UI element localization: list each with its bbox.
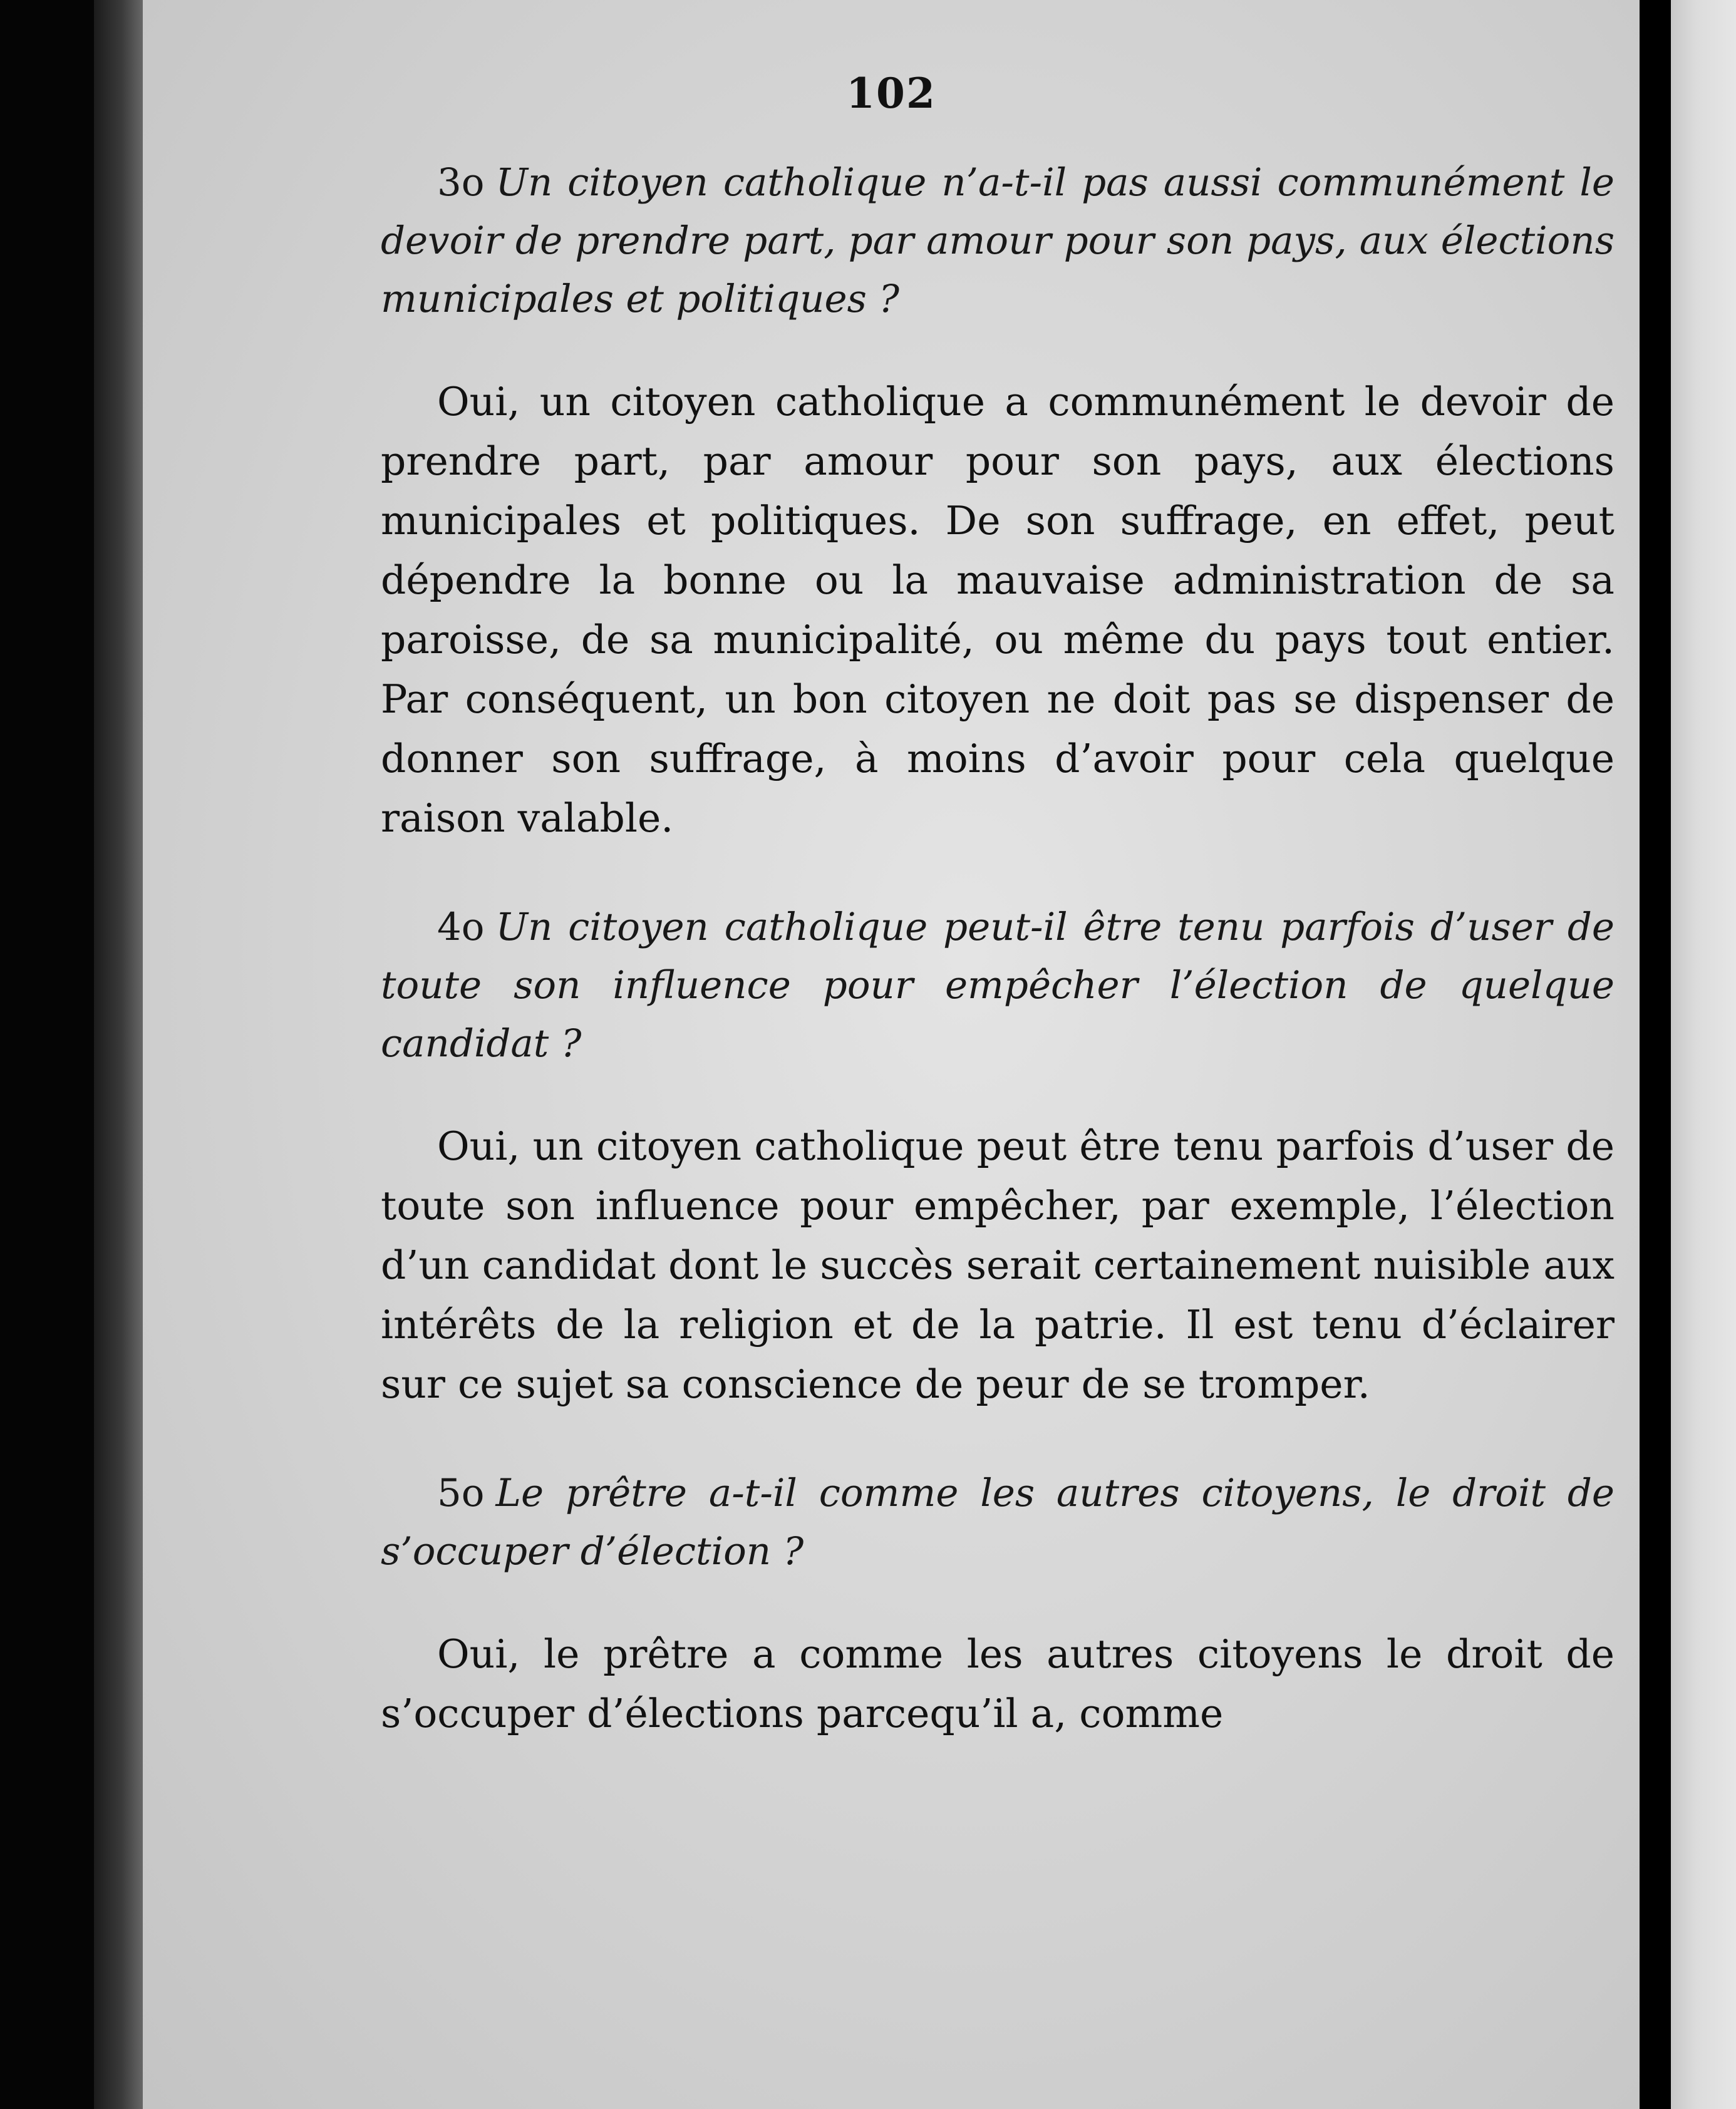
question-number: 3o bbox=[437, 160, 485, 205]
next-page-edge bbox=[1671, 0, 1736, 2109]
question-number: 4o bbox=[437, 905, 485, 949]
question-text: Un citoyen catholique n’a-t-il pas aussi communément le devoir de prendre part, par amour pour son pays, aux élections municipales et politiques ? bbox=[381, 160, 1615, 321]
answer-4: Oui, un citoyen catholique peut être tenu parfois d’user de toute son influence pour empêcher, par exemple, l’élection d’un candidat dont le succès serait certainement nuisible aux intérêts de la religion et de la patrie. Il est tenu d’éclairer sur ce sujet sa conscience de peur de se tromper. bbox=[381, 1123, 1615, 1407]
page-number: 102 bbox=[846, 69, 936, 118]
question-text: Le prêtre a-t-il comme les autres citoyens, le droit de s’occuper d’élection ? bbox=[381, 1471, 1615, 1574]
answer-3: Oui, un citoyen catholique a communément le devoir de prendre part, par amour pour son pays, aux élections municipales et politiques. De son suffrage, en effet, peut dépendre la bonne ou la mauvaise administration de sa paroisse, de sa municipalité, ou même du pays tout entier. Par conséquent, un bon citoyen ne doit pas se dispenser de donner son suffrage, à moins d’avoir pour cela quelque raison valable. bbox=[381, 379, 1615, 841]
left-scan-border bbox=[0, 0, 94, 2109]
book-page bbox=[143, 0, 1640, 2109]
question-text: Un citoyen catholique peut-il être tenu parfois d’user de toute son influence pour empêcher l’élection de quelque candidat ? bbox=[381, 905, 1615, 1066]
question-5 bbox=[381, 1464, 1615, 1580]
question-4 bbox=[381, 898, 1615, 1073]
question-number: 5o bbox=[437, 1471, 485, 1515]
book-binding-edge bbox=[94, 0, 144, 2109]
page-gutter bbox=[1640, 0, 1671, 2109]
answer-5: Oui, le prêtre a comme les autres citoyens le droit de s’occuper d’élections parcequ’il a, comme bbox=[381, 1631, 1615, 1736]
question-3 bbox=[381, 153, 1615, 328]
text-column bbox=[381, 153, 1615, 1743]
